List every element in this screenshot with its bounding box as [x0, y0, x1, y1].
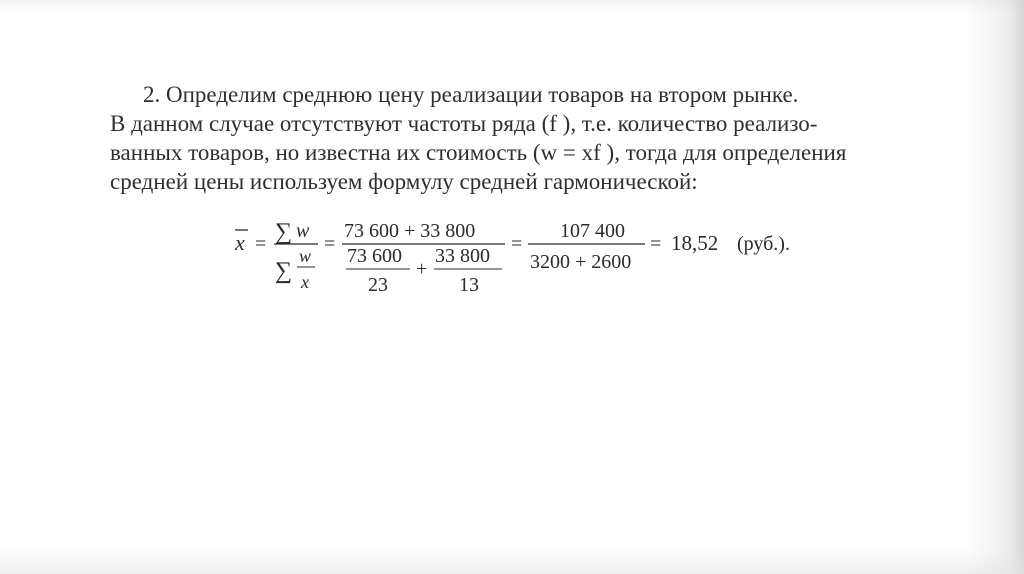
numerator-w: w — [296, 220, 310, 242]
denominator-b-numerator: 33 800 — [435, 245, 490, 267]
paragraph-line-4: средней цены используем формулу средней гармонической: — [110, 169, 698, 194]
page-shadow-bottom — [0, 548, 1024, 574]
equals-3: = — [511, 233, 523, 255]
mean-symbol: x — [235, 230, 245, 255]
inner-numerator-w: w — [299, 246, 312, 266]
page-shadow-right — [966, 0, 1024, 574]
numerator-sum: 73 600 + 33 800 — [344, 220, 476, 242]
page-shadow-top — [0, 0, 1024, 14]
sum-symbol-top: ∑ — [275, 219, 293, 245]
denominator-a-denominator: 23 — [368, 274, 388, 296]
paragraph-line-2: В данном случае отсутствуют частоты ряда (f ), т.е. количество реализо- — [110, 111, 818, 136]
denominator-total: 3200 + 2600 — [530, 251, 632, 273]
paragraph-line-1: 2. Определим среднюю цену реализации товаров на втором рынке. — [143, 82, 799, 107]
harmonic-mean-formula — [230, 212, 830, 312]
denominator-a-numerator: 73 600 — [347, 245, 402, 267]
equals-1: = — [255, 233, 267, 255]
numerator-total: 107 400 — [560, 220, 625, 242]
body-paragraph — [110, 80, 925, 196]
sum-symbol-bottom: ∑ — [275, 258, 293, 284]
paragraph-line-3: ванных товаров, но известна их стоимость (w = xf ), тогда для определения — [110, 140, 847, 165]
denominator-b-denominator: 13 — [459, 274, 479, 296]
plus-sign: + — [416, 258, 428, 280]
inner-denominator-x: x — [301, 272, 309, 292]
result-value: 18,52 — [671, 231, 719, 255]
result-unit: (руб.). — [737, 233, 790, 255]
equals-2: = — [324, 233, 336, 255]
equals-4: = — [650, 233, 662, 255]
